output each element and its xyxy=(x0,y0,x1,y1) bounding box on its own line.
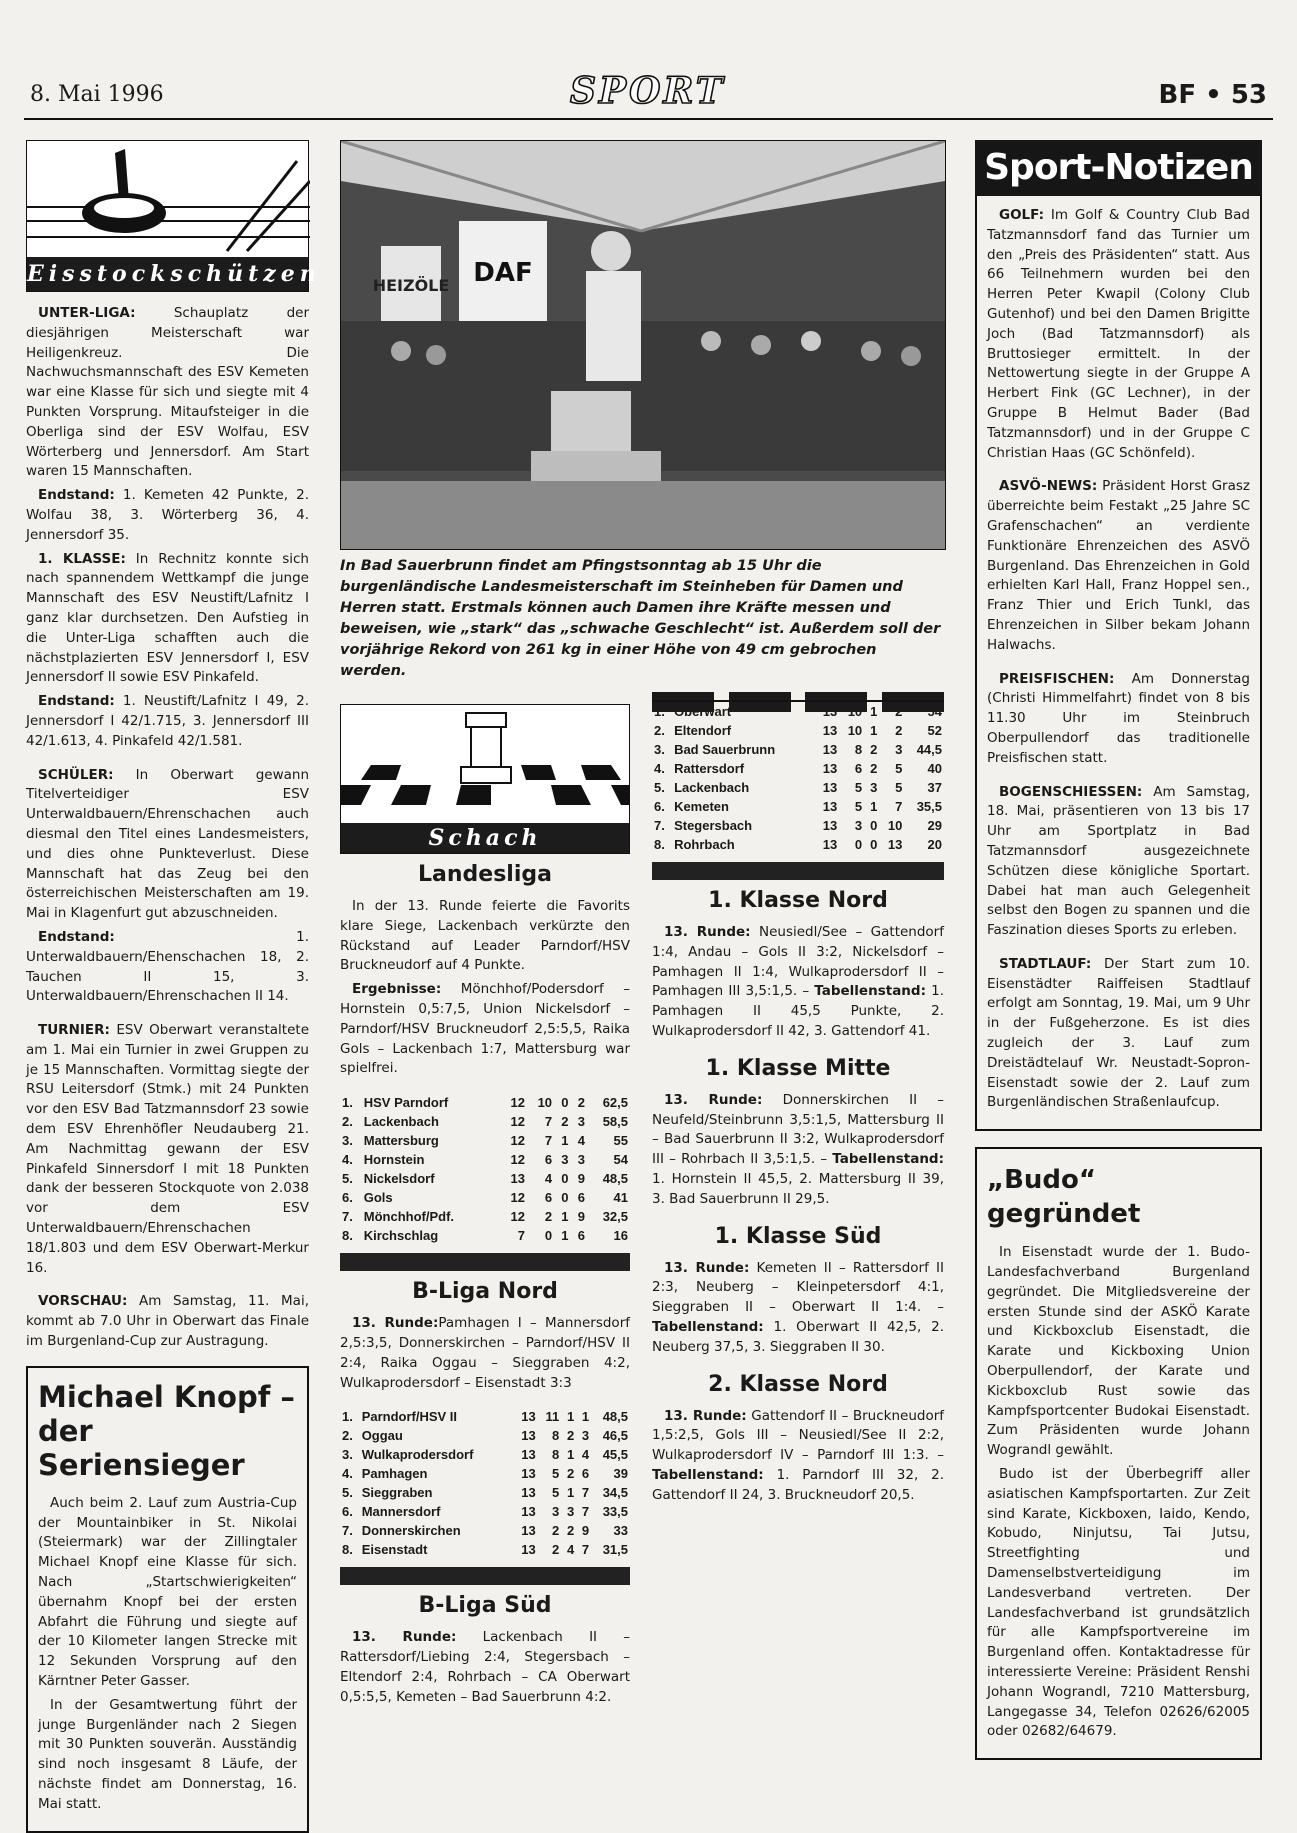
table-cell: 3. xyxy=(342,1133,353,1149)
klasse-nord-text: 13. Runde: Neusiedl/See – Gattendorf 1:4, Andau – Gols II 3:2, Nickelsdorf – Pamhagen II 1:4, Wulkaprodersdorf II – Pamhagen III 3,5:1,5. – Tabellenstand: 1. Pamhagen II 45,5 Punkte, 2. Wulkaprodersdorf II 42, 3. Gattendorf 41. xyxy=(652,924,945,1039)
table-cell: 3 xyxy=(577,1114,585,1130)
table-cell: 9 xyxy=(581,1523,590,1539)
table-cell: 7. xyxy=(654,818,665,833)
table-cell: 2 xyxy=(561,1114,569,1130)
table-cell: Wulkaprodersdorf xyxy=(361,1447,474,1463)
table-cell: Rohrbach xyxy=(674,837,735,852)
table-cell: 2 xyxy=(552,1523,560,1539)
table-cell: 54 xyxy=(613,1152,628,1168)
eisstock-paragraph: UNTER-LIGA: Schauplatz der diesjährigen Meisterschaft war Heiligenkreuz. Die Nachwuchsmannschaft des ESV Kemeten war eine Klasse für sich und siegte mit 4 Punkten Vorsprung. Mitaufsteiger in die Oberliga sind der ESV Wolfau, ESV Wörterberg und Jennersdorf. Am Start waren 15 Mannschaften. xyxy=(26,305,309,480)
table-cell: 13 xyxy=(521,1447,536,1463)
table-cell: Bad Sauerbrunn xyxy=(674,742,776,757)
eisstock-paragraph: Endstand: 1. Neustift/Lafnitz I 49, 2. Jennersdorf I 42/1.715, 3. Jennersdorf III 42/1.613, 4. Pinkafeld 42/1.581. xyxy=(26,693,309,749)
table-cell: 41 xyxy=(613,1190,628,1206)
table-cell: 2. xyxy=(654,723,665,738)
table-cell: 13 xyxy=(521,1466,536,1482)
table-cell: 2 xyxy=(577,1095,585,1111)
table-cell: 33,5 xyxy=(602,1504,628,1520)
table-cell: Mannersdorf xyxy=(361,1504,441,1520)
table-row xyxy=(340,1131,630,1150)
table-cell: 13 xyxy=(822,723,838,738)
table-cell: 10 xyxy=(847,723,863,738)
photo-sign-heizoele: HEIZÖLE xyxy=(372,276,450,295)
table-cell: 4. xyxy=(342,1466,353,1482)
table-row xyxy=(652,759,944,778)
table-row xyxy=(340,1112,630,1131)
table-cell: 54 xyxy=(927,704,942,719)
column-schach-right xyxy=(652,700,944,1520)
table-cell: 0 xyxy=(561,1095,569,1111)
table-cell: 12 xyxy=(510,1152,525,1168)
table-cell: Oberwart xyxy=(674,704,732,719)
table-cell: 1 xyxy=(581,1409,590,1425)
table-cell: 8. xyxy=(654,837,665,852)
table-cell: 31,5 xyxy=(602,1542,628,1558)
table-cell: 3 xyxy=(552,1504,560,1520)
table-cell: 2 xyxy=(870,761,878,776)
table-cell: 1 xyxy=(870,704,878,719)
sport-notizen-title: Sport-Notizen xyxy=(975,140,1262,196)
table-cell: 6 xyxy=(577,1228,585,1244)
table-row xyxy=(340,1483,630,1502)
table-cell: 1 xyxy=(566,1485,575,1501)
table-cell: 1 xyxy=(561,1133,569,1149)
table-cell: 13 xyxy=(887,837,903,852)
table-cell: 5. xyxy=(342,1485,353,1501)
budo-headline: „Budo“ gegründet xyxy=(987,1165,1141,1230)
table-cell: Sieggraben xyxy=(361,1485,433,1501)
table-cell: 2 xyxy=(544,1209,553,1225)
table-cell: 7 xyxy=(581,1504,590,1520)
table-row xyxy=(340,1464,630,1483)
table-cell: 4 xyxy=(581,1447,590,1463)
table-cell: Kemeten xyxy=(674,799,729,814)
bliga-sued-heading: B-Liga Süd xyxy=(418,1593,552,1619)
table-cell: Lackenbach xyxy=(674,780,750,795)
table-cell: 5. xyxy=(342,1171,353,1187)
notiz-paragraph: ASVÖ-NEWS: Präsident Horst Grasz überreichte beim Festakt „25 Jahre SC Grafenschachen“ an verdiente Funktionäre Ehrenzeichen des ASVÖ Burgenland. Das Ehrenzeichen in Gold erhielten Karl Hall, Franz Hoppel sen., Franz Thier und Erich Tunkl, das Ehrenzeichen in Silber bekam Johann Halwachs. xyxy=(987,478,1250,653)
table-cell: 13 xyxy=(822,818,838,833)
table-cell: Oggau xyxy=(361,1428,403,1444)
table-cell: 1 xyxy=(561,1228,569,1244)
separator-bar xyxy=(652,862,944,880)
table-cell: 6 xyxy=(544,1190,553,1206)
table-cell: 0 xyxy=(870,818,878,833)
table-cell: 8. xyxy=(342,1228,353,1244)
table-cell: Pamhagen xyxy=(361,1466,428,1482)
table-cell: 13 xyxy=(822,704,838,719)
table-cell: 12 xyxy=(510,1133,525,1149)
table-cell: 1. xyxy=(342,1095,353,1111)
table-cell: 6 xyxy=(544,1152,553,1168)
table-row xyxy=(652,816,944,835)
table-cell: 4 xyxy=(577,1133,585,1149)
bliga-nord-results: 13. Runde:Pamhagen I – Mannersdorf 2,5:3,5, Donnerskirchen – Parndorf/HSV II 2:4, Raika Oggau – Sieggraben 4:2, Wulkaprodersdorf – Eisenstadt 3:3 xyxy=(340,1315,630,1391)
table-cell: 5 xyxy=(552,1485,560,1501)
table-row xyxy=(652,740,944,759)
table-cell: 1 xyxy=(561,1209,569,1225)
landesliga-intro: In der 13. Runde feierte die Favorits klare Siege, Lackenbach verkürzte den Rückstand auf Leader Parndorf/HSV Bruckneudorf auf 4 Punkte. xyxy=(340,898,630,974)
table-cell: 62,5 xyxy=(602,1095,628,1111)
table-cell: 3 xyxy=(854,818,863,833)
table-cell: 58,5 xyxy=(602,1114,628,1130)
table-cell: 4 xyxy=(544,1171,553,1187)
table-cell: 2 xyxy=(895,723,903,738)
table-cell: 3 xyxy=(895,742,903,757)
table-cell: Eisenstadt xyxy=(361,1542,428,1558)
table-row xyxy=(340,1407,630,1426)
table-cell: 1 xyxy=(870,799,878,814)
curling-stock-icon xyxy=(27,141,310,257)
table-cell: 8 xyxy=(854,742,863,757)
table-cell: 20 xyxy=(927,837,942,852)
table-cell: 5. xyxy=(654,780,665,795)
table-cell: 0 xyxy=(854,837,863,852)
table-cell: 3 xyxy=(561,1152,569,1168)
table-cell: 2 xyxy=(566,1428,575,1444)
table-row xyxy=(340,1150,630,1169)
table-cell: 3 xyxy=(581,1428,590,1444)
table-cell: 4. xyxy=(654,761,665,776)
table-row xyxy=(652,701,944,721)
eisstock-paragraph: Endstand: 1. Kemeten 42 Punkte, 2. Wolfau 38, 3. Wörterberg 36, 4. Jennersdorf 35. xyxy=(26,487,309,543)
klasse-mitte-text: 13. Runde: Donnerskirchen II – Neufeld/Steinbrunn 3,5:1,5, Mattersburg II – Bad Sauerbrunn II 3:2, Wulkaprodersdorf III – Rohrbach II 3,5:1,5. – Tabellenstand: 1. Hornstein II 45,5, 2. Mattersburg II 39, 3. Bad Sauerbrunn II 29,5. xyxy=(652,1091,945,1207)
table-cell: 12 xyxy=(510,1095,525,1111)
column-eisstock xyxy=(26,140,321,1833)
table-cell: 0 xyxy=(561,1171,569,1187)
klasse2-nord-text: 13. Runde: Gattendorf II – Bruckneudorf 1,5:2,5, Gols III – Neusiedl/See II 2:2, Wulkaprodersdorf IV – Parndorf III 1:3. – Tabellenstand: 1. Parndorf III 32, 2. Gattendorf II 24, 3. Bruckneudorf 20,5. xyxy=(652,1407,945,1503)
table-cell: 7 xyxy=(517,1228,525,1244)
table-cell: 2. xyxy=(342,1428,353,1444)
separator-bar xyxy=(340,1253,630,1271)
table-cell: 13 xyxy=(822,780,838,795)
schach-logo xyxy=(340,704,630,854)
knopf-headline: Michael Knopf – der Seriensieger xyxy=(38,1379,295,1482)
table-cell: 37 xyxy=(927,780,942,795)
photo-sign-daf: DAF xyxy=(473,258,533,288)
table-cell: Hornstein xyxy=(363,1152,425,1168)
section-title: SPORT xyxy=(570,70,726,112)
table-cell: 3. xyxy=(654,742,665,757)
klasse-nord-heading: 1. Klasse Nord xyxy=(708,888,888,913)
table-row xyxy=(340,1521,630,1540)
table-cell: 29 xyxy=(927,818,942,833)
table-cell: 35,5 xyxy=(916,799,942,814)
table-cell: Donnerskirchen xyxy=(361,1523,461,1539)
table-cell: 3 xyxy=(566,1504,575,1520)
landesliga-heading: Landesliga xyxy=(418,862,552,887)
table-cell: Eltendorf xyxy=(674,723,732,738)
table-cell: 13 xyxy=(822,799,838,814)
knopf-box xyxy=(26,1366,309,1833)
table-cell: HSV Parndorf xyxy=(363,1095,449,1111)
table-cell: 0 xyxy=(561,1190,569,1206)
table-cell: 2 xyxy=(552,1542,560,1558)
eisstock-paragraph: Endstand: 1. Unterwaldbauern/Ehenschachen 18, 2. Tauchen II 15, 3. Unterwaldbauern/Ehrenschachen II 14. xyxy=(26,928,309,1005)
notiz-paragraph: PREISFISCHEN: Am Donnerstag (Christi Himmelfahrt) findet von 8 bis 11.30 Uhr im Steinbruch Oberpullendorf das traditionelle Preisfischen statt. xyxy=(987,670,1250,766)
klasse-mitte-heading: 1. Klasse Mitte xyxy=(705,1055,891,1081)
table-cell: Stegersbach xyxy=(674,818,753,833)
table-cell: 9 xyxy=(577,1171,585,1187)
eisstock-logo-label: Eisstockschützen xyxy=(27,257,308,291)
table-cell: Parndorf/HSV II xyxy=(361,1409,458,1425)
table-cell: 7 xyxy=(544,1114,553,1130)
table-cell: 10 xyxy=(887,818,903,833)
chess-rook-icon xyxy=(341,705,630,823)
table-cell: 1 xyxy=(566,1447,575,1463)
table-cell: 7 xyxy=(544,1133,553,1149)
table-row xyxy=(340,1445,630,1464)
table-cell: 5 xyxy=(895,761,903,776)
table-cell: 6. xyxy=(654,799,665,814)
budo-paragraph: Budo ist der Überbegriff aller asiatischen Kampfsportarten. Zur Zeit sind Karate, Kickboxen, Iaido, Kendo, Kobudo, Ninjutsu, Tai Jutsu, Streetfighting und Damenselbstverteidigung im Landesverband vertreten. Der Landesfachverband ist grundsätzlich für alle Kampfsportvereine im Burgenland offen. Kontaktadresse für interessierte Vereine: Präsident Renshi Johann Wograndl, 7210 Mattersburg, Langegasse 34, Telefon 02626/62005 oder 02682/64679. xyxy=(987,1466,1250,1740)
table-cell: 6. xyxy=(342,1504,353,1520)
separator-bar xyxy=(340,1567,630,1585)
table-cell: 7 xyxy=(581,1485,590,1501)
klasse2-nord-heading: 2. Klasse Nord xyxy=(708,1371,888,1397)
table-row xyxy=(340,1226,630,1245)
table-cell: 6 xyxy=(581,1466,590,1482)
table-cell: 10 xyxy=(847,704,863,719)
table-cell: 7 xyxy=(895,799,903,814)
table-cell: 55 xyxy=(613,1133,628,1149)
sport-notizen-box xyxy=(975,196,1262,1131)
table-cell: 7 xyxy=(581,1542,590,1558)
table-cell: 44,5 xyxy=(916,742,942,757)
table-cell: 7. xyxy=(342,1209,353,1225)
klasse-sued-heading: 1. Klasse Süd xyxy=(714,1223,882,1249)
table-cell: 52 xyxy=(927,723,942,738)
page-number: BF • 53 xyxy=(1158,80,1267,110)
table-cell: 1 xyxy=(870,723,878,738)
table-cell: 2 xyxy=(566,1523,575,1539)
table-cell: 45,5 xyxy=(602,1447,628,1463)
table-cell: 8 xyxy=(552,1428,560,1444)
table-cell: 34,5 xyxy=(602,1485,628,1501)
steinheben-photo xyxy=(340,140,946,550)
notiz-paragraph: BOGENSCHIESSEN: Am Samstag, 18. Mai, präsentieren von 13 bis 17 Uhr am Sportplatz in Bad Tatzmannsdorf ausgezeichnete Schützen diese königliche Sportart. Dabei hat man auch Gelegenheit selbst den Bogen zu spannen und die Faszination dieses Sports zu erleben. xyxy=(987,783,1250,939)
table-cell: Nickelsdorf xyxy=(363,1171,435,1187)
knopf-paragraph: Auch beim 2. Lauf zum Austria-Cup der Mountainbiker in St. Nikolai (Steiermark) war der Zillingtaler Michael Knopf eine Klasse für sich. Nach „Startschwierigkeiten“ übernahm Knopf bei der ersten Abfahrt die Führung und siegte auf der 10 Kilometer langen Strecke mit 12 Sekunden Vorsprung auf den Kärntner Peter Gasser. xyxy=(38,1494,297,1690)
bliga-sued-results: 13. Runde: Lackenbach II – Rattersdorf/Liebing 2:4, Stegersbach – Eltendorf 2:4, Rohrbach – CA Oberwart 0,5:5,5, Kemeten – Bad Sauerbrunn 4:2. xyxy=(340,1629,631,1705)
landesliga-table xyxy=(340,1093,630,1245)
table-cell: Mattersburg xyxy=(363,1133,439,1149)
table-cell: 13 xyxy=(521,1542,536,1558)
table-cell: 16 xyxy=(613,1228,628,1244)
table-cell: 48,5 xyxy=(602,1171,628,1187)
table-cell: 46,5 xyxy=(602,1428,628,1444)
knopf-paragraph: In der Gesamtwertung führt der junge Burgenländer nach 2 Siegen mit 30 Punkten souverän. Ausständig sind noch insgesamt 8 Läufe, der nächste findet am Donnerstag, 16. Mai statt. xyxy=(38,1696,297,1812)
table-cell: 2 xyxy=(566,1466,575,1482)
table-cell: 5 xyxy=(895,780,903,795)
table-cell: Gols xyxy=(363,1190,393,1206)
table-cell: 6. xyxy=(342,1190,353,1206)
table-row xyxy=(340,1426,630,1445)
eisstock-paragraph: TURNIER: ESV Oberwart veranstaltete am 1. Mai ein Turnier in zwei Gruppen zu je 15 Mannschaften. Vormittag siegte der RSU Leitersdorf (Stmk.) mit 24 Punkten vor den ESV Bad Tatzmannsdorf 23 sowie dem ESV Ehrenhöfler Neudauberg 21. Am Nachmittag gewann der ESV Pinkafeld Sinnersdorf I mit 18 Punkten dank der besseren Stockquote von 2.038 vor dem ESV Unterwaldbauern/Ehrenschachen 18/1.803 und dem ESV Oberwart-Merkur 16. xyxy=(26,1022,309,1276)
table-cell: 12 xyxy=(510,1114,525,1130)
table-cell: 13 xyxy=(822,742,838,757)
table-cell: 0 xyxy=(544,1228,553,1244)
table-cell: Mönchhof/Pdf. xyxy=(363,1209,455,1225)
eisstock-paragraph: 1. KLASSE: In Rechnitz konnte sich nach spannendem Wettkampf die junge Mannschaft des ESV Neustift/Lafnitz I ganz klar durchsetzen. Den Aufstieg in die Unter-Liga schafften auch die nächstplazierten ESV Jennersdorf I, ESV Jennersdorf II sowie ESV Pinkafeld. xyxy=(26,550,309,686)
table-cell: 13 xyxy=(521,1504,536,1520)
table-cell: 4. xyxy=(342,1152,353,1168)
table-cell: 1. xyxy=(654,704,665,719)
table-cell: 5 xyxy=(854,799,863,814)
table-cell: Kirchschlag xyxy=(363,1228,439,1244)
table-row xyxy=(652,721,944,740)
notiz-paragraph: STADTLAUF: Der Start zum 10. Eisenstädter Raiffeisen Stadtlauf erfolgt am Sonntag, 19. Mai, um 9 Uhr in der Fußgeherzone. Es ist dies zugleich der 3. Lauf zum Dreistädtelauf Wr. Neustadt-Sopron-Eisenstadt sowie der 2. Lauf zum Burgenländischen Straßenlaufcup. xyxy=(987,955,1250,1111)
table-cell: 10 xyxy=(537,1095,553,1111)
table-row xyxy=(340,1169,630,1188)
schach-logo-label: Schach xyxy=(341,823,629,853)
landesliga-results: Ergebnisse: Mönchhof/Podersdorf – Hornstein 0,5:7,5, Union Nickelsdorf – Parndorf/HSV Bruckneudorf 2,5:5,5, Raika Gols – Lackenbach 1:7, Mattersburg war spielfrei. xyxy=(340,981,630,1077)
column-notizen xyxy=(975,140,1262,1760)
table-cell: 13 xyxy=(822,761,838,776)
budo-box xyxy=(975,1147,1262,1760)
table-cell: 40 xyxy=(927,761,942,776)
table-cell: 13 xyxy=(510,1171,525,1187)
table-cell: 4 xyxy=(566,1542,575,1558)
table-cell: 3. xyxy=(342,1447,353,1463)
photo-block xyxy=(340,140,944,724)
table-row xyxy=(652,778,944,797)
table-cell: 3 xyxy=(870,780,878,795)
eisstock-paragraph: VORSCHAU: Am Samstag, 11. Mai, kommt ab 7.0 Uhr in Oberwart das Finale im Burgenland-Cup zur Austragung. xyxy=(26,1293,309,1350)
table-cell: 0 xyxy=(870,837,878,852)
table-cell: 5 xyxy=(552,1466,560,1482)
table-row xyxy=(340,1188,630,1207)
table-cell: 5 xyxy=(854,780,863,795)
table-row xyxy=(340,1207,630,1226)
table-cell: 13 xyxy=(521,1523,536,1539)
table-cell: 3 xyxy=(577,1152,585,1168)
table-cell: 11 xyxy=(545,1409,560,1425)
table-cell: 39 xyxy=(613,1466,628,1482)
table-cell: 1. xyxy=(342,1409,353,1425)
table-cell: 2 xyxy=(870,742,878,757)
table-cell: 48,5 xyxy=(602,1409,628,1425)
table-row xyxy=(340,1540,630,1559)
page-date: 8. Mai 1996 xyxy=(30,82,164,107)
klasse-sued-text: 13. Runde: Kemeten II – Rattersdorf II 2:3, Neuberg – Kleinpetersdorf 4:1, Sieggraben II – Oberwart II 1:4. – Tabellenstand: 1. Oberwart II 42,5, 2. Neuberg 37,5, 3. Sieggraben II 30. xyxy=(652,1259,944,1355)
bliga-nord-heading: B-Liga Nord xyxy=(412,1279,558,1305)
column-schach-left xyxy=(340,700,630,1722)
table-cell: 13 xyxy=(521,1428,536,1444)
table-cell: 8. xyxy=(342,1542,353,1558)
table-cell: 13 xyxy=(521,1409,536,1425)
table-cell: 6 xyxy=(854,761,863,776)
eisstock-paragraph: SCHÜLER: In Oberwart gewann Titelverteidiger ESV Unterwaldbauern/Ehrenschachen auch diesmal den Titel eines Landesmeisters, und dies ohne Punkteverlust. Diese Mannschaft hat das Zeug bei den österreichischen Meisterschaften am 19. Mai in Klagenfurt gut abzuschneiden. xyxy=(26,766,309,922)
table-cell: 2 xyxy=(895,704,903,719)
table-cell: 8 xyxy=(552,1447,560,1463)
table-cell: 2. xyxy=(342,1114,353,1130)
table-cell: 12 xyxy=(510,1209,525,1225)
table-cell: 32,5 xyxy=(602,1209,628,1225)
table-cell: 12 xyxy=(510,1190,525,1206)
table-cell: Rattersdorf xyxy=(674,761,745,776)
table-cell: Lackenbach xyxy=(363,1114,439,1130)
table-row xyxy=(652,797,944,816)
bliga-sued-table xyxy=(652,700,944,854)
eisstock-logo xyxy=(26,140,321,292)
photo-image xyxy=(341,141,945,549)
header-rule xyxy=(24,118,1273,120)
photo-caption: In Bad Sauerbrunn findet am Pfingstsonntag ab 15 Uhr die burgenländische Landesmeisterschaft im Steinheben für Damen und Herren statt. Erstmals können auch Damen ihre Kräfte messen und beweisen, wie „stark“ das „schwache Geschlecht“ ist. Außerdem soll der vorjährige Rekord von 261 kg in einer Höhe von 49 cm gebrochen werden. xyxy=(340,558,941,679)
table-cell: 9 xyxy=(577,1209,585,1225)
budo-paragraph: In Eisenstadt wurde der 1. Budo-Landesfachverband Burgenland gegründet. Die Mitgliedsvereine der ersten Stunde sind der ASKÖ Karate und Kickboxclub Eisenstadt, die Karate und Kickboxing Union Oberpullendorf, der Karate und Kickboxclub Rust sowie das Kampfsportcenter Budokai Eisenstadt. Zum Präsidenten wurde Johann Wograndl gewählt. xyxy=(987,1244,1250,1459)
table-row xyxy=(340,1502,630,1521)
notiz-paragraph: GOLF: Im Golf & Country Club Bad Tatzmannsdorf fand das Turnier um den „Preis des Präsidenten“ statt. Aus 66 Teilnehmern wurden bei den Herren Peter Kwapil (Colony Club Gutenhof) und bei den Damen Brigitte Joch (Bad Tatzmannsdorf) als Bruttosieger ermittelt. In der Nettowertung siegte in der Gruppe A Herbert Fink (GC Lechner), in der Gruppe B Helmut Bader (Bad Tatzmannsdorf) und in der Gruppe C Christian Haas (GC Schönfeld). xyxy=(987,207,1250,461)
table-cell: 13 xyxy=(822,837,838,852)
table-cell: 6 xyxy=(577,1190,585,1206)
table-cell: 13 xyxy=(521,1485,536,1501)
bliga-nord-table xyxy=(340,1407,630,1559)
table-cell: 1 xyxy=(566,1409,575,1425)
table-row xyxy=(652,835,944,854)
table-cell: 7. xyxy=(342,1523,353,1539)
table-cell: 33 xyxy=(613,1523,628,1539)
table-row xyxy=(340,1093,630,1112)
